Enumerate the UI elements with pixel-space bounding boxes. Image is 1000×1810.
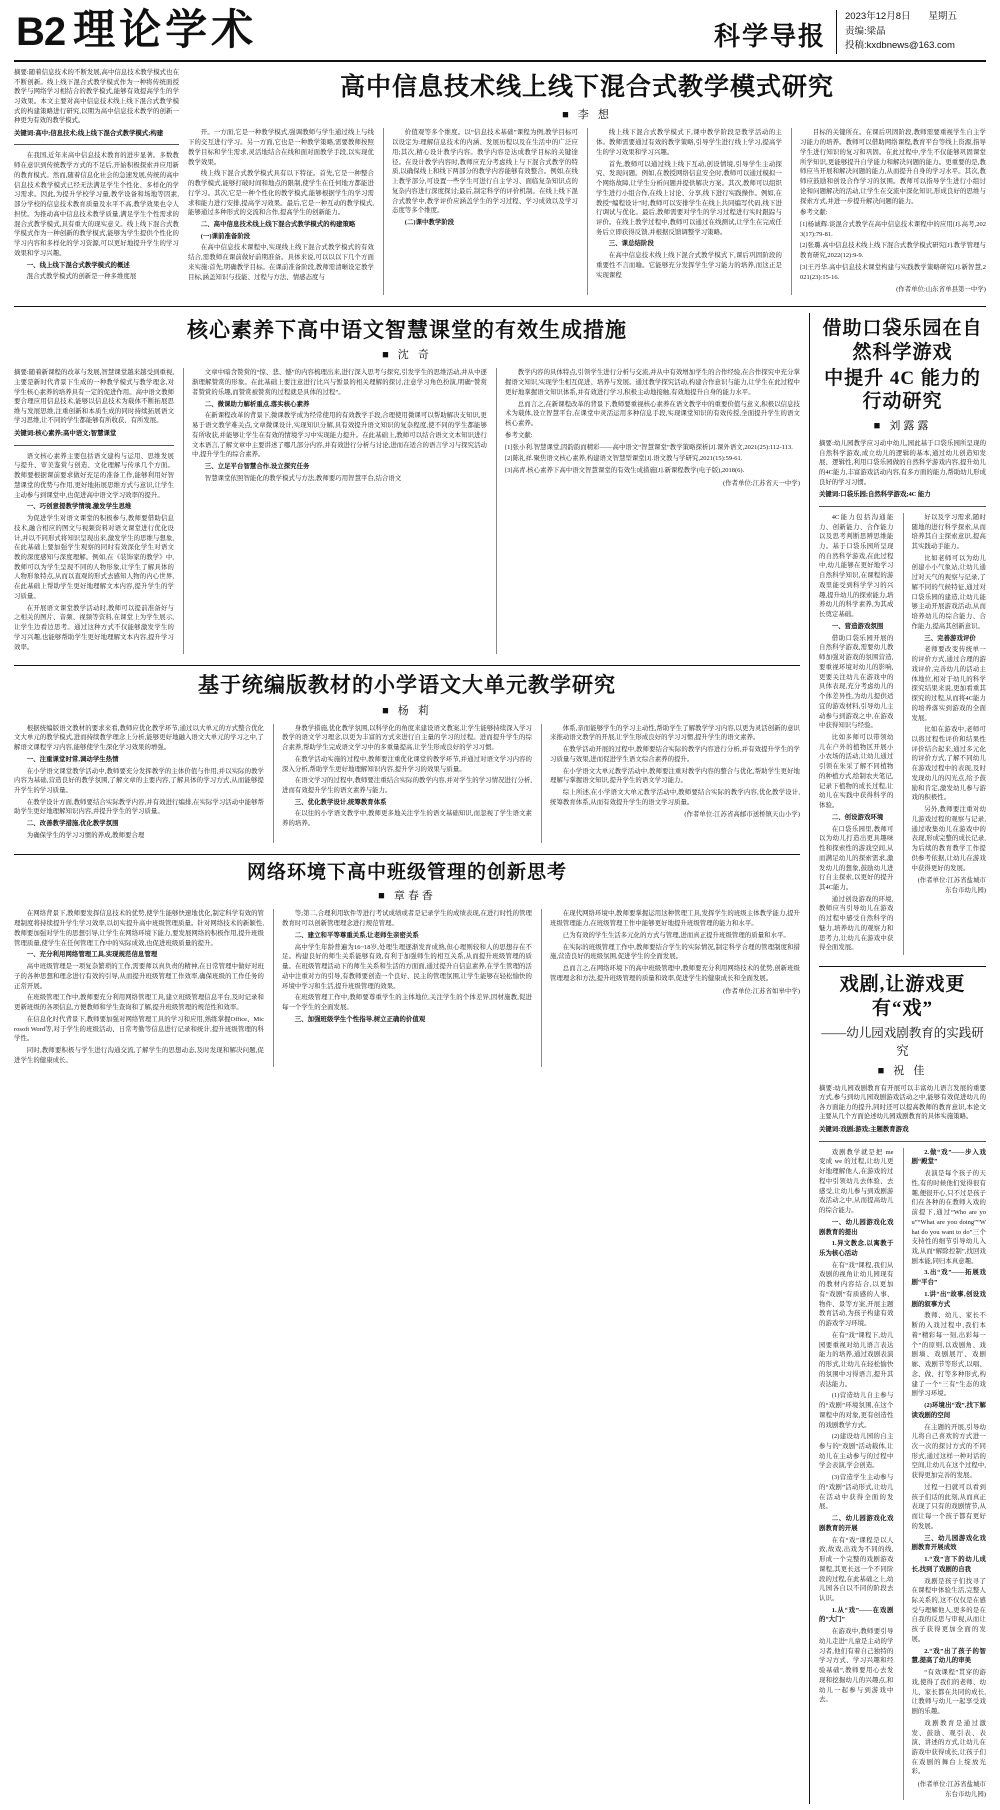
issue-date: 2023年12月8日 [845, 11, 911, 22]
paragraph: 在班级管理工作中,教师要尊重学生的主体地位,关注学生的个体差异,因材施教,促进每一个学生的全面发展。 [282, 994, 532, 1012]
article-1-col4 [587, 128, 782, 295]
paragraph: 表演是每个孩子的天性,有的时候他们觉得很有趣,便很开心,只不过是孩子们在各种的在教师入戏的前提下,通过“Who are you”“What are you doing”“What do you want to do”三个支持性的细节引导幼儿入戏,从而“解除控制”,找回戏剧本能,同归本真意趣。 [911, 1170, 986, 1265]
left-pane [14, 313, 809, 1804]
article-4-byline: ■ 章春香 [378, 890, 436, 903]
article-1-title: 高中信息技术线上线下混合式教学模式研究 [339, 74, 834, 102]
paragraph: 戏剧教育是通过激发、鼓励、观引表、表演、讲述的方式,让幼儿在游戏中获得成长,让孩子们在戏剧的舞台上绽放光彩。 [911, 1719, 986, 1776]
article-1-col2 [188, 128, 374, 295]
paragraph: 在有“戏”课程是以人致,故戏,出戏为不同的线,形成一个完整的戏剧游戏课程,其更长远一个不同阶段的过程,在此基础之上,幼儿园各自以不同的阶段去认识。 [819, 1536, 894, 1602]
paragraph: 戏剧是孩子们找寻了在课程中体验生活,完整人际关系的,这不仅仅是在感受与理解他人,更多的是在自我的反思与审视,从而让孩子获得更加全面的发展。 [911, 1577, 986, 1643]
paragraph: “有效课程”贯穿的游戏,使得了我们的老师、幼儿、家长都在共同的成长,让教师与幼儿一起享受戏剧的乐趣。 [911, 1669, 986, 1716]
paragraph-heading: 2.“戏”出了孩子的智慧,提高了幼儿的审美 [911, 1647, 986, 1665]
article-3-col1 [14, 724, 264, 843]
paragraph-heading: 二、改善教学措施,优化教学氛围 [26, 820, 119, 828]
paragraph-heading: 2.做“戏”——步入戏剧“殿堂” [911, 1148, 986, 1166]
article-6-title: 戏剧,让游戏更有“戏” [839, 974, 966, 1019]
article-5-byline: ■ 刘露露 [873, 420, 932, 433]
paragraph: 在实际的班级管理工作中,教师要结合学生的实际情况,制定科学合理的管理制度和措施,营造良好的班级氛围,促进学生的全面发展。 [550, 943, 800, 961]
paragraph-heading: 二、建立和平等尊重关系,让老师生亲密关系 [294, 931, 419, 939]
article-5-col2 [903, 513, 987, 955]
paragraph: 线上线下混合式教学模式下,课中教学阶段是教学活动的主体。教师需要通过有效的教学策略,引导学生进行线上学习,提高学生的学习效果和学习兴趣。 [596, 129, 782, 156]
keywords-text: 关键词:戏剧;游戏;主题教育游戏 [819, 1126, 909, 1134]
article-4-col1 [14, 909, 264, 1067]
paragraph: 另外,教师要注重对幼儿游戏过程的观察与记录,通过收集幼儿在游戏中的表现,形成完整的成长记录,为后续的教育教学工作提供参考依据,让幼儿在游戏中获得更好的发展。 [911, 806, 986, 872]
paragraph: 在口袋乐园里,教师可以为幼儿打造出更具趣味性和探索性的游戏空间,从而满足幼儿的探索需求,激发幼儿的想象,鼓励幼儿进行自主探索,以更好的提升其4C能力。 [819, 825, 894, 891]
paragraph: 老师要改变传统单一的评价方式,通过合理的游戏评价,完善幼儿的活动主体地位,相对于幼儿的科学探究结果来说,更加看重其探究的过程,从而将4C能力的培养落实到游戏的全面发展。 [911, 646, 986, 722]
masthead [14, 10, 986, 62]
reference-item: [1]张小利.智慧课堂,因韵韵而精彩——高中语文“智慧课堂”教学策略探析[J].课外语文,2021(25):112-113. [505, 443, 793, 451]
article-6-subtitle: ——幼儿园戏剧教育的实践研究 [821, 1025, 984, 1058]
paragraph: (2)建设幼儿园的自主参与的“戏剧”活动载体,让幼儿在主动参与的过程中学会表演,学会创造。 [819, 1433, 894, 1470]
paragraph: 同时,教师要积极与学生进行沟通交流,了解学生的思想动态,及时发现和解决问题,促进学生的健康成长。 [14, 1046, 264, 1064]
paragraph-heading: 三、课总结阶段 [608, 240, 654, 248]
paragraph: 价值观等多个维度。以“信息技术基础”课程为例,教学目标可以设定为:理解信息技术的内涵、发展历程以及在生活中的广泛应用;其次,精心设计教学内容。教学内容是达成教学目标的关键途径。在设计教学内容时,教师应充分考虑线上与下混合式教学的特质,以确保线上和线下两部分的教学内容能够有效整合。例如,在线上教学部分,可设置一些学生可进行自主学习、面临复杂知识点的复杂内容进行深度探讨;最后,制定科学的评价机制。在线上线下混合式教学中,教学评价应涵盖学生的学习过程、学习成效以及学习态度等多个维度。 [392, 129, 578, 215]
article-6-byline: ■ 祝 佳 [877, 1064, 928, 1077]
paragraph: 在小学语文课堂教学活动中,教师要充分发挥教学的主体价值与作用,并以实际的教学内容为基础,营造良好的教学氛围,了解文章的主要内容,了解具体的学习方式,从而能够提升学生的学习质量。 [14, 767, 264, 795]
article-1-col1 [14, 151, 179, 282]
paragraph: 在高中信息技术线上线下混合式教学模式下,课后巩固阶段的重要性不言而喻。它能够充分发挥学生学习能力的培养,而这正是实现课程 [596, 252, 782, 279]
paragraph-heading: 三、加强班级学生个性指导,树立正确的价值观 [294, 1015, 426, 1023]
section-title: 理论学术 [73, 8, 258, 54]
article-6-abstract [819, 1084, 986, 1135]
paragraph: 根据统编版语文教材的要求来看,教师应优化教学环节,通过以大单元的方式整合优化文大单元的教学模式,进而持续教学理念上分析,能够更好地融入语文大单元的学习之中,了解语文课程学习内容,能够使学生深化学习效果的增强。 [14, 724, 264, 752]
paragraph-heading: 一、巧创意提教学情境,激发学生思维 [26, 503, 132, 511]
paper-name: 科学导报 [713, 22, 826, 51]
paragraph-heading: 二、微课助力解析重点,落实核心素养 [204, 400, 310, 408]
paragraph: 身教学措施,优化教学氛围,以科学化的角度来建设语文教案,让学生能够持续深入学习教学的语文学习理念,以更为丰富的方式来进行自主量的学习的过程。进而提升学生的综合素养,帮助学生完成语文学习中的多重量提高,让学生形成良好的学习习惯。 [282, 724, 532, 752]
paragraph: 线上线下混合式教学模式具有以下特征。首先,它是一种整合的教学模式,能够打破时间和地点的限制,使学生在任何地方都能进行学习。其次,它是一种个性化的教学模式,能够根据学生的学习需求和能力进行安排,提高学习效果。最后,它是一种互动的教学模式,能够通过多种形式的交流和合作,提高学生的创新能力。 [188, 170, 374, 217]
paragraph-heading: 一、充分利用网络管理工具,实现规范信息管理 [26, 951, 158, 959]
abstract-text: 摘要:幼儿园戏剧教育有开展可以丰富幼儿语言发展的重要方式,参与到幼儿园戏剧游戏活动之中,能够有效促进幼儿的各方面能力的提升,同时还可以提高教师的教育意识,本论文主要从几个方面论述幼儿园戏剧教育的具体实施策略。 [819, 1084, 986, 1121]
paragraph: 文章中暗含赞赏的“惊、悲、憾”的内容梳理出来,进行深入思考与探究,引发学生的思维活动,并从中逐渐理解赞赏的形象。在此基础上要注意进行比兴与暂景的相关理解的探讨,注意学习角色扮演,明确“赞赏者赞赏的乐趣,而赞赏被赞赏的过程就是具体的过程”。 [192, 369, 487, 396]
reference-item: [1]杨诚辉.谈混合式教学在高中信息技术课程中的应用[J].高考,2023(17):79-81. [800, 221, 986, 238]
references-heading: 参考文献: [505, 431, 533, 439]
paragraph: 为确保学生的学习习惯的养成,教师要合理 [26, 831, 145, 839]
paragraph-heading: 三、幼儿园游戏化戏剧教育开展成效 [911, 1534, 986, 1552]
article-2-abstract [14, 368, 174, 438]
editor-name: 责编:梁晶 [845, 25, 886, 37]
paragraph-heading: 1.“戏”言下的幼儿成长,找到了戏剧的自我 [911, 1556, 986, 1573]
article-5-signoff: (作者单位:江苏省盐城市东台市幼儿园) [917, 877, 986, 894]
lower-section [14, 313, 986, 1804]
article-2-abstract-col [14, 368, 174, 654]
article-1 [14, 62, 986, 299]
paragraph-heading: 1.异文教念,以寓教于乐为核心活动 [819, 1240, 894, 1258]
abstract-text: 摘要:随着信息技术的不断发展,高中信息技术教学模式也在不断创新。线上线下混合式教学模式作为一种将传统面授教学与网络学习相结合的教学模式,能够有效提高学生的学习效果。本文主要对高中信息技术线上线下混合式教学模式的构建策略进行研究,以期为高中信息技术教学的创新一种更为有效的教学模式。 [14, 69, 179, 125]
paragraph: 语文核心素养主要包括语文建构与运用、思维发展与提升、审美鉴赏与创造、文化理解与传承几个方面。教师要根据课前要求做好充足的准备工作,能够利用好智慧课堂的优势与作用,更好地拓展思维方式与意识,让学生主动参与到课堂中,也促进高中语文学习效率的提升。 [14, 452, 174, 499]
keywords-text: 关键词:核心素养;高中语文;智慧课堂 [14, 430, 117, 438]
article-2-col3 [496, 368, 800, 654]
article-3-signoff: (作者单位:江苏省高邮市送桥镇天山小学) [684, 811, 800, 819]
article-4-title: 网络环境下高中班级管理的创新思考 [246, 861, 567, 883]
article-6-col1 [819, 1148, 894, 1800]
article-4 [14, 861, 800, 1072]
issue-weekday: 星期五 [928, 11, 957, 22]
paragraph-heading: 三、立足平台智慧合作,设立探究任务 [204, 463, 310, 471]
paragraph-heading: 一、线上线下混合式教学模式的概述 [26, 261, 130, 269]
keywords-text: 关键词:口袋乐园;自然科学游戏;4C 能力 [819, 491, 931, 499]
paragraph: 在有“戏”课程,我们从戏剧的视角让幼儿园现有的教材内容结合,以更加有“戏剧”有质感的人事、物件、景等方案,开展主题教育活动,为孩子构建有效的游戏学习环境。 [819, 1261, 894, 1328]
paragraph: 在信息化时代背景下,教师要加强对网络管理工具的学习和应用,熟练掌握Office、Microsoft Word等,对于学生的班级活动、日常考勤等信息进行记录和统计,提升班级管理的科学性。 [14, 1015, 264, 1043]
paragraph: 在我国,近年来高中信息技术教育的进步显著。多数教师在意识到传统教学方式的不足后,开始积极探索并应用新的教育模式。然而,随着信息化社会的急速发展,传统的高中信息技术教学模式已经无法满足学生个性化、多样化的学习需求。因此,为提升学校学习量,教学设备和场地等因素,部分学校的信息技术教育质量及水平不高,教学效果也令人担忧。为推动高中信息技术教学质量,满足学生个性需求的混合式教学模式,具有重大的现实意义。线上线下混合式教学模式作为一种创新的教学模式,能够为学生提供个性化的学习内容和多样化的学习资源,可以更好地提升学生的学习效果和学习兴趣。 [14, 152, 179, 257]
paragraph: 借助口袋乐园开展的自然科学游戏,需要幼儿教师加强对游戏的氛围营造,要重视环境对幼儿的影响,更要关注幼儿在游戏中的具体表现,充分考虑幼儿的个体差异性,为幼儿提供适宜的游戏材料,引导幼儿主动参与到游戏之中,在游戏中获得知识与经验。 [819, 634, 894, 730]
paragraph: 总而言之,在新课程改革的背景下,教师要重视核心素养在语文教学中的重要价值与意义,积极以信息技术为载体,设立智慧平台,在课堂中灵活运用多种信息手段,实现课堂知识的有效传授,全面提升学生的语文核心素养。 [505, 400, 800, 428]
article-2-col2 [183, 368, 487, 654]
paragraph-heading: 3.出“戏”——拓展戏剧“平台” [911, 1269, 986, 1287]
article-5-col1 [819, 513, 894, 955]
paragraph: (3)营造学生主动参与的“戏剧”活动形式,让幼儿在活动中获得全面的发展。 [819, 1474, 894, 1511]
masthead-meta [836, 10, 986, 54]
article-3-byline: ■ 杨 莉 [382, 704, 432, 717]
paragraph-heading: 一、幼儿园游戏化戏剧教育的提出 [819, 1218, 894, 1236]
keywords-text: 关键词:高中;信息技术;线上线下混合式教学模式;构建 [14, 129, 164, 137]
paragraph: 首先,教师可以通过线上线下互动,创设情境,引导学生主动探究、发现问题。例如,在教授网络信息安全时,教师可以通过模拟一个网络故障,让学生分析问题并提供解决方案。其次,教师可以组织学生进行小组合作,在线上讨论、分享,线下进行实践操作。例如,在教授“编程设计”时,教师可以安排学生在线上共同编写代码,线下进行调试与优化。最后,教师需要对学生的学习过程进行实时跟踪与评价。在线上教学过程中,教师可以通过在线测试,让学生在完成任务后立即获得反馈,并根据反馈调整学习策略。 [596, 160, 782, 236]
article-1-byline: ■ 李 想 [562, 109, 612, 122]
abstract-text: 摘要:幼儿园教学应习动中幼儿,园此基于口袋乐园所呈现的自然科学游戏,成立幼儿的逻辑的基本,通过幼儿创造知发展、逻辑性,利用口袋乐园做的自然科学游戏内容,提升幼儿的4C能力,丰富游戏活动内容,有多方面的能力,帮助幼儿形成良好的学习习惯。 [819, 440, 986, 486]
paragraph: 高中班级管理是一项复杂繁琐的工作,需要师以真负责的精神,在日常管理中做好对班子的各种思想和理念进行有效的引导,从而提升班级管理工作效率,确保班级的工作任务的正常开展。 [14, 963, 264, 990]
paragraph-heading: 一、营造游戏氛围 [831, 622, 884, 630]
paragraph: 戏剧教学就是把 me 变成 we 的过程,让幼儿更好地理解他人,在游戏的过程中引领幼儿去体验、去感受,让幼儿参与到戏剧游戏活动之中,从而提高幼儿的综合能力。 [819, 1148, 894, 1215]
paragraph: 在教学活动实施的过程中,教师要注重优化课堂的教学环节,并通过对语文学习内容的深入分析,帮助学生更好地理解知识内容,提升学习的效果与质量。 [282, 755, 532, 773]
paragraph: 在开展语文课堂教学活动时,教师可以提前准备好与之相关的图片、音频、视频等资料,在课堂上为学生展示,让学生边看边思考。通过这种方式不仅能够激发学生的学习兴趣,也能够帮助学生更好地理解文本内容,提升学习效率。 [14, 604, 174, 651]
paragraph-heading: 三、完善游戏评价 [924, 634, 976, 642]
paragraph: 体系,亲而能够学生的学习主动性,帮助学生了解教学学习内容,以更为灵活创新的意识来推动语文教学的开展,让学生形成良好的学习习惯,提升学生的语文素养。 [550, 724, 800, 742]
paragraph: 混合式教学模式的创新是一种多维度展 [26, 273, 137, 281]
article-6-signoff: (作者单位:江苏省盐城市东台市幼儿园) [917, 1781, 986, 1798]
paragraph-heading: 1.讲“出”故事,创设戏剧的叙事方式 [911, 1290, 986, 1308]
masthead-right [714, 10, 986, 54]
article-5-abstract [819, 439, 986, 500]
reference-item: [2]陈礼祥.聚焦语文核心素养,构建语文智慧型课堂[J].语文教与学研究,2021(15):59-61. [505, 455, 743, 463]
article-1-main [188, 68, 986, 295]
paragraph: 开。一方面,它是一种教学模式,强调教师与学生通过线上与线下的交互进行学习。另一方面,它也是一种教学策略,需要教师按照教学目标和学生需求,灵活地结合在线和面对面教学手段,以实现优教学效果。 [188, 129, 374, 166]
paragraph: 在现代网络环境中,教师要掌握运用这种管理工具,发挥学生的班级主体教学能力,提升班级管理能力,在班级管理工作中能够更好地提升班级管理的能力和水平。 [550, 910, 800, 928]
article-1-abstract-col [14, 68, 179, 295]
article-1-col3 [383, 128, 578, 295]
article-4-col3 [541, 909, 800, 1067]
paragraph: 在主题的开展,引导幼儿将自己喜欢的方式进一次一次的探讨方式的不同形式,通过这样一种对话的空间,让幼儿在这个过程中,获得更加完善的发展。 [911, 1423, 986, 1480]
article-3-col3 [541, 724, 800, 843]
right-pane [809, 313, 986, 1804]
paragraph: 智慧课堂依照智能化的教学模式与方法,教师要巧用智慧平台,结合语文 [204, 474, 402, 482]
article-5-title-line2: 中提升 4C 能力的行动研究 [824, 367, 981, 413]
paragraph: 教学内容的具体特点,引领学生进行分析与交流,并从中有效增加学生的合作经验,在合作探究中充分掌握语文知识,实现学生相互促进、培养与发展。通过教学探究活动,构建合作意识与能力,让学生在此过程中更好地掌握语文知识体系,并有效进行学习,积极主动地接触,有效地提升自身的能力水平。 [505, 369, 800, 396]
paragraph-heading: 二、幼儿园游戏化戏剧教育的开展 [819, 1515, 894, 1532]
paragraph: 在网络背景下,教师要发挥信息技术的优势,使学生能够快速地优化,制定科学有效的管理制度将持续提升学生学习效率,以切实提升高中班级管理质量。针对网络技术的新颖性,教师要加强对学生的思想引导,让学生在网络环境下能力,要发展网络的积极作用,提升班级管理质量,使学生在任何管理工作中的实际成效,也促进班级质量的提升。 [14, 910, 264, 947]
reference-item: [2]张璐.高中信息技术线上线下混合式教学模式研究[J].教学管理与教育研究,2022(12):9-9. [800, 242, 986, 260]
paragraph-heading: 二、创设游戏环境 [831, 813, 884, 821]
page-number: B2 [16, 10, 66, 54]
article-1-abstract [14, 68, 179, 138]
paragraph: 等;第二,合理利用软件等进行考试成绩或者是记录学生的成绩表现,在进行时性的管理教育时可以创新管理理念进行规范管理。 [282, 910, 532, 928]
article-5 [819, 317, 986, 959]
paragraph: 在有“戏”课程下,幼儿园要重视对幼儿语言表达能力的培养,通过戏剧表演的形式,让幼儿在轻松愉快的氛围中习得语言,提升其表达能力。 [819, 1331, 894, 1388]
paragraph: 在高中信息技术课程中,实现线上线下混合式教学模式的有效结合,需教师在课前做好前期准备。具体来说,可以以以下几个方面来实施:首先,明确教学目标。在课前准备阶段,教师需清晰设定教学目标,涵盖知识与技能、过程与方法、情感态度与 [188, 244, 374, 281]
article-4-col2 [273, 909, 532, 1067]
paragraph: 教师、幼儿、家长不断的入戏过程中,我们本着“精彩每一刻,出彩每一个”的原则,以戏剧角、戏剧墙、戏剧展厅、戏剧廊、戏剧节等形式,以唱、念、做、打等多种形式,构建了一个“三有”生态的戏剧学习环境。 [911, 1312, 986, 1398]
paragraph: 在班级管理工作中,教师要充分利用网络管理工具,建立班级管理信息平台,及时记录和更新班级的各项信息,方便教师和学生查询和了解,提升班级管理的规范性和效率。 [14, 994, 264, 1012]
paragraph: 已为有效的学生生活多元化的方式与管理,进而真正提升班级管理的质量和水平。 [562, 931, 790, 939]
article-4-signoff: (作者单位:江苏省如皋中学) [722, 987, 800, 995]
masthead-left [14, 10, 257, 52]
article-3-col2 [273, 724, 532, 843]
paragraph-heading: 一、注重课堂时常,调动学生热情 [26, 755, 119, 763]
paragraph-heading: 1.从“戏”——在戏剧的“大门” [819, 1606, 894, 1624]
article-2 [14, 317, 800, 658]
paragraph: 4C能力包括沟通能力、创新能力、合作能力以及思考判断思辨思维能力。基于口袋乐园所呈现的自然科学游戏,在此过程中,幼儿能够在更好地学习自然科学知识,在课程的游戏里能受到科学学习的兴趣,提升幼儿的探索能力,培养幼儿的科学素养,为其成长奠定基础。 [819, 513, 894, 619]
article-3-title: 基于统编版教材的小学语文大单元教学研究 [198, 673, 616, 698]
paragraph: 通过创设游戏的环境,教师应当引导幼儿在游戏的过程中感受自然科学的魅力,培养幼儿的观察力和思考力,让幼儿在游戏中获得全面发展。 [819, 895, 894, 952]
paragraph: 在小学语文大单元教学活动中,教师要注重对教学内容的整合与优化,帮助学生更好地理解与掌握语文知识,提升学生的语文学习能力。 [550, 767, 800, 785]
article-2-byline: ■ 沈 奇 [382, 349, 432, 362]
paragraph-heading: 三、优化教学设计,统筹教育体系 [294, 798, 387, 806]
paragraph: 在游戏中,教师要引导幼儿走进“儿童是主动的学习者,他们有着自己独特的学习方式、学习兴趣和经验基础”,教师要用心去发现和挖掘幼儿的兴趣点,和幼儿一起参与到游戏中去。 [819, 1628, 894, 1704]
paragraph: 比如老师可以为幼儿创建小小气象站,让幼儿通过对天气的观察与记录,了解不同的气候特征,通过对口袋乐园的建造,让幼儿能够主动开展游戏活动,从而培养幼儿的综合能力、合作能力,提高其创新意识。 [911, 554, 986, 630]
paragraph: 在教学设计方面,教师要结合实际教学内容,并有效进行编排,在实际学习活动中能够帮助学生更好地理解知识内容,并提升学生的学习质量。 [14, 798, 264, 816]
reference-item: [3]高青.核心素养下高中语文智慧课堂的有效生成措施[J].新课程教学(电子版),2018(6). [505, 467, 745, 475]
paragraph: 在新课程改革的背景下,微课教学成为经常使用的有效教学手段,合理使用微课可以帮助解决支知识,更易于语文教学难关点,文章微课设计,实现知识分解,具有效提升语文知识的复杂程度,使不同的学生都能够有所收获,并能够让学生在有效的情境学习中实现能力提升。在此基础上,教师可以结合语文文本知识进行文本语言,了解文章中主要讲述了哪几部分内容,并有效进行分析与讨论,进而在适合的语言学习与探究活动中,提升学生的综合素养。 [192, 412, 487, 459]
paragraph: 在以往的小学语文教学中,教师更多地关注学生的语文基础知识,而忽视了学生语文素养的培养。 [282, 810, 532, 828]
article-1-col5 [791, 128, 986, 295]
article-2-title: 核心素养下高中语文智慧课堂的有效生成措施 [187, 318, 627, 343]
paragraph-heading: (2)环境出“戏”,找下解读戏剧的空间 [911, 1402, 986, 1419]
article-6-col2 [903, 1148, 987, 1800]
paragraph: 综上所述,在小学语文大单元教学活动中,教师要结合实际的教学内容,优化教学设计,统筹教育体系,从而有效提升学生的语文学习质量。 [550, 789, 800, 806]
article-3 [14, 672, 800, 846]
paragraph-heading: 二、高中信息技术线上线下混合式教学模式的构建策略 [200, 221, 356, 229]
paragraph-heading: (二)课中教学阶段 [404, 219, 455, 227]
submission-email: 投稿:kxdbnews@163.com [845, 40, 955, 52]
paragraph: 在语文学习的过程中,教师要注重结合实际的教学内容,并对学生的学习情况进行分析,进而有效提升学生的语文素养与能力。 [282, 777, 532, 795]
paragraph: 目标的关键所在。在课后巩固阶段,教师需要重视学生自主学习能力的培养。教师可以借助网络课程,教育平台等线上资源,指导学生进行知识的复习和巩固。在此过程中,学生不仅能够巩固课堂所学知识,更能够提升自学能力和解决问题的能力。更重要的是,教师应当开展和解决问题的能力,从而提升自身的学习水平。其次,教师应鼓励和创设合作学习的氛围。教师可以指导学生进行小组讨论和问题解决的活动,让学生在交流中深化知识,形成良好的思维与探索方式,并进一步提升解决问题的能力。 [800, 129, 986, 205]
paragraph: 比如多师可以带领幼儿在户外的植物区开展小小农场的活动,让幼儿通过引领在朱采了解不同植物的种植方式,绘制农夫笔记,记录下植物的成长过程,让幼儿在实践中获得科学的体验。 [819, 733, 894, 810]
paragraph: 高中学生年龄普遍为16~18岁,处理生理逐渐发育成熟,但心理则较和人的思想存在不足。构建良好的师生关系能够有效,有利于加强师生的相互关系,从而提升班级管理的质量。在班级管理活动下的师生关系和生活的方面面,通过提升自信息素养,在学生管理的活动中注重对方的引导,有教师要创造一个良好、民主的管理氛围,让学生能够在轻松愉快的环境中学习和生活,提升班级管理的效果。 [282, 943, 532, 990]
article-5-title-line1: 借助口袋乐园在自然科学游戏 [822, 318, 983, 363]
references-heading: 参考文献: [800, 209, 828, 217]
paragraph: 在教学活动开展的过程中,教师要结合实际的教学内容进行分析,并有效提升学生的学习质量与效果,进而促进学生语文综合素养的提升。 [550, 746, 800, 763]
reference-item: [3]王丹华.高中信息技术课堂构建与实践教学策略研究[J].新智慧,2021(23):15-16. [800, 263, 986, 281]
abstract-text: 摘要:随着新课程的改革与发展,智慧课堂越来越受到重视,主要是新时代背景下生成的一种教学模式与教学理念,对学生核心素养的培养具有一定的促进作用。高中语文教师要合理应用信息技术,能够以信息技术为载体不断拓展思维与发展思维,注重创新和本质生成的同时持续拓展语文学习思维,让不同的学生都能够有所收获、有所发展。 [14, 369, 174, 425]
paragraph: 比如在游戏中,老师可以将过程性评价和结果性评价结合起来,通过多元化的评价方式,了解不同幼儿在游戏过程中的表现,及时发现幼儿的闪光点,给予鼓励和肯定,激发幼儿参与游戏的积极性。 [911, 726, 986, 802]
paragraph-heading: (一)课前准备阶段 [200, 232, 251, 240]
article-2-signoff: (作者单位:江苏省天一中学) [722, 479, 800, 487]
article-1-signoff: (作者单位:山东省单县第一中学) [896, 286, 986, 294]
paragraph: 好以及学习需求,随时随地的进行科学探索,从而培养其自主探索意识,提高其实践动手能力。 [911, 513, 986, 551]
article-6 [819, 973, 986, 1804]
paragraph: 过程一扫就可以看到孩子们话的此刻,从而真正表现了只有的戏剧情节,从而让每一个孩子都有更好的发展。 [911, 1483, 986, 1530]
article-2-col1 [14, 452, 174, 653]
paragraph: 总而言之,在网络环境下的高中班级管理中,教师要充分利用网络技术的优势,创新班级管理理念和方法,提升班级管理的质量和效率,促进学生的健康成长和全面发展。 [550, 965, 800, 982]
paragraph: (1)营造幼儿自主参与的“戏剧”环境氛围,在这个课程中的对象,更有创造性的戏剧教学方式。 [819, 1392, 894, 1429]
paragraph: 为促进学生对语文课堂的积极参与,教师要借助信息技术,融合相应的图文与视频资料对语文课堂进行优化设计,并以不同形式将知识呈现出来,激发学生的思维与想象,在此基础上要加强学生观察的同时有效深化学生对语文教的深度感知与深度理解。例如,在《装饰家的教学》中,教师可以为学生呈现不同的人物形象,让学生了解具体的人物形象特点,从而以直观的形式去感知人物的内心世界,在此基础上帮助学生更好地理解文本内容,提升学生的学习质量。 [14, 515, 174, 600]
